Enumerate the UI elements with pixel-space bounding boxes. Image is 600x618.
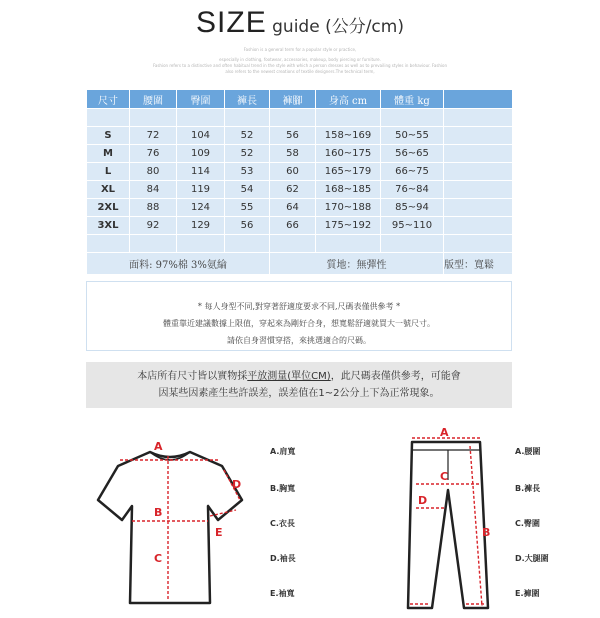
header-cell: 褲腳 <box>270 90 316 109</box>
size-label-cell: 3XL <box>87 217 130 235</box>
fit-notes <box>86 281 512 351</box>
table-cell <box>444 235 513 253</box>
table-cell <box>381 109 444 127</box>
shirt-legend-d: D.袖長 <box>270 554 296 563</box>
size-table <box>86 89 513 275</box>
table-cell <box>130 235 177 253</box>
table-cell: 124 <box>177 199 225 217</box>
table-cell: 129 <box>177 217 225 235</box>
size-label-cell <box>87 109 130 127</box>
shirt-letter-b: B <box>154 506 163 519</box>
table-cell <box>444 145 513 163</box>
shirt-letter-c: C <box>154 552 163 565</box>
size-label-cell: M <box>87 145 130 163</box>
header-cell: 腰圍 <box>130 90 177 109</box>
table-cell <box>444 109 513 127</box>
table-cell: 85~94 <box>381 199 444 217</box>
table-cell <box>444 199 513 217</box>
fashion-text-line-4: also refers to the newest creations of textile designers.The technical term, <box>225 69 375 74</box>
fashion-text-line-2: especially in clothing, footwear, accessories, makeup, body piercing or furniture. <box>219 57 381 62</box>
title-size: SIZE <box>196 6 267 39</box>
header-cell: 褲長 <box>225 90 270 109</box>
table-cell <box>270 109 316 127</box>
shirt-legend-c: C.衣長 <box>270 519 295 528</box>
table-cell: 52 <box>225 127 270 145</box>
table-cell: 53 <box>225 163 270 181</box>
table-cell: 62 <box>270 181 316 199</box>
header-cell <box>444 90 513 109</box>
disclaimer-post: ，此尺碼表僅供參考，可能會 <box>330 371 461 382</box>
pants-legend-d: D.大腿圍 <box>515 554 549 563</box>
table-cell: 66 <box>270 217 316 235</box>
pants-legend-e: E.褲圍 <box>515 589 540 598</box>
table-cell <box>444 181 513 199</box>
size-guide-title <box>0 6 600 40</box>
table-row <box>87 109 513 127</box>
fashion-text-line-3: Fashion refers to a distinctive and often habitual trend in the style with which a person dresses as well as to prevailing styles in behaviour. Fashion <box>152 63 448 68</box>
table-cell: 104 <box>177 127 225 145</box>
table-cell: 76~84 <box>381 181 444 199</box>
header-cell: 尺寸 <box>87 90 130 109</box>
pants-legend-c: C.臀圍 <box>515 519 540 528</box>
size-label-cell: 2XL <box>87 199 130 217</box>
pants-letter-b: B <box>482 526 491 539</box>
table-cell: 170~188 <box>316 199 381 217</box>
size-label-cell <box>87 235 130 253</box>
table-cell: 109 <box>177 145 225 163</box>
pants-letter-a: A <box>440 428 449 439</box>
table-cell <box>177 235 225 253</box>
table-cell <box>225 109 270 127</box>
header-cell: 臀圍 <box>177 90 225 109</box>
table-cell: 158~169 <box>316 127 381 145</box>
table-cell: 55 <box>225 199 270 217</box>
fit-info: 版型：寬鬆 <box>444 253 513 275</box>
header-cell: 身高 cm <box>316 90 381 109</box>
table-cell: 80 <box>130 163 177 181</box>
shirt-letter-d: D <box>232 478 242 491</box>
shirt-legend-a: A.肩寬 <box>270 447 296 456</box>
table-cell <box>316 235 381 253</box>
fashion-text-line-1: Fashion is a general term for a popular style or practice, <box>243 47 357 52</box>
table-cell: 168~185 <box>316 181 381 199</box>
table-row <box>87 181 513 199</box>
pants-letter-d: D <box>418 494 428 507</box>
pants-diagram <box>396 428 500 618</box>
table-row <box>87 127 513 145</box>
table-cell: 60 <box>270 163 316 181</box>
table-cell: 54 <box>225 181 270 199</box>
table-footer-row <box>87 253 513 275</box>
table-cell: 72 <box>130 127 177 145</box>
table-cell <box>444 163 513 181</box>
shirt-legend-b: B.胸寬 <box>270 484 296 493</box>
size-label-cell: L <box>87 163 130 181</box>
table-row <box>87 145 513 163</box>
table-cell: 114 <box>177 163 225 181</box>
size-label-cell: S <box>87 127 130 145</box>
table-row <box>87 163 513 181</box>
disclaimer-underlined: 平放測量(單位CM) <box>247 371 331 382</box>
table-cell <box>270 235 316 253</box>
table-cell <box>177 109 225 127</box>
table-row <box>87 217 513 235</box>
fabric-info: 面料: 97%棉 3%氨綸 <box>87 253 270 275</box>
table-cell: 84 <box>130 181 177 199</box>
disclaimer-pre: 本店所有尺寸皆以實物採 <box>137 371 248 382</box>
note-line-2: 體重靠近建議數據上限值，穿起來為剛好合身，想寬鬆舒適就買大一號尺寸。 <box>163 319 435 328</box>
pants-legend-a: A.腰圍 <box>515 447 541 456</box>
table-cell: 76 <box>130 145 177 163</box>
table-cell: 58 <box>270 145 316 163</box>
size-label-cell: XL <box>87 181 130 199</box>
table-cell <box>316 109 381 127</box>
table-cell: 64 <box>270 199 316 217</box>
table-cell: 160~175 <box>316 145 381 163</box>
table-cell: 119 <box>177 181 225 199</box>
table-cell <box>444 217 513 235</box>
table-cell: 52 <box>225 145 270 163</box>
table-cell: 56 <box>270 127 316 145</box>
shirt-letter-e: E <box>215 526 223 539</box>
table-row <box>87 235 513 253</box>
table-cell: 165~179 <box>316 163 381 181</box>
note-line-3: 請依自身習慣穿搭，來挑選適合的尺碼。 <box>227 336 371 345</box>
table-cell: 92 <box>130 217 177 235</box>
tshirt-diagram <box>90 438 250 618</box>
texture-info: 質地：無彈性 <box>270 253 444 275</box>
measurement-disclaimer <box>86 362 512 408</box>
table-cell: 175~192 <box>316 217 381 235</box>
disclaimer-line-2: 因某些因素產生些許誤差，誤差值在1~2公分上下為正常現象。 <box>158 388 440 399</box>
table-cell <box>444 127 513 145</box>
table-cell <box>130 109 177 127</box>
table-row <box>87 199 513 217</box>
table-cell: 56 <box>225 217 270 235</box>
note-line-1: * 每人身型不同,對穿著舒適度要求不同,尺碼表僅供參考 * <box>197 302 401 311</box>
header-cell: 體重 kg <box>381 90 444 109</box>
table-header-row <box>87 90 513 109</box>
table-cell: 56~65 <box>381 145 444 163</box>
table-cell: 66~75 <box>381 163 444 181</box>
shirt-letter-a: A <box>154 440 163 453</box>
title-subtitle: guide (公分/cm) <box>266 17 404 37</box>
shirt-legend-e: E.袖寬 <box>270 589 295 598</box>
table-cell: 50~55 <box>381 127 444 145</box>
pants-legend-b: B.褲長 <box>515 484 541 493</box>
table-cell <box>225 235 270 253</box>
pants-letter-c: C <box>440 470 449 483</box>
table-cell: 88 <box>130 199 177 217</box>
table-cell <box>381 235 444 253</box>
table-cell: 95~110 <box>381 217 444 235</box>
